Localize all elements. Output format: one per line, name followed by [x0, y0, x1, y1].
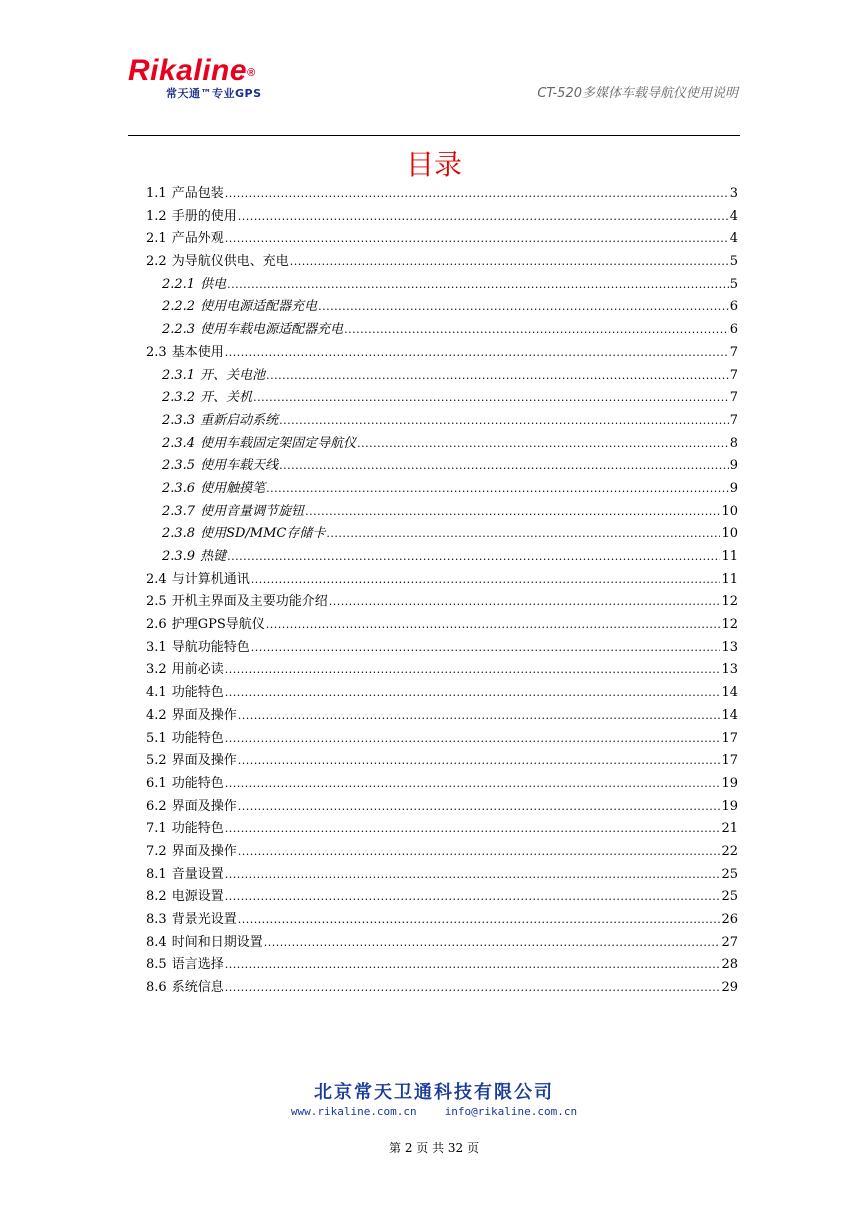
- toc-entry[interactable]: [146, 637, 738, 660]
- toc-entry[interactable]: [146, 864, 738, 887]
- toc-entry[interactable]: [146, 478, 738, 501]
- toc-leader-dots: [290, 251, 729, 274]
- toc-entry-label: 使用触摸笔: [200, 480, 266, 496]
- toc-leader-dots: [225, 228, 729, 251]
- toc-leader-dots: [253, 387, 729, 410]
- toc-entry-page: 11: [721, 549, 738, 564]
- toc-entry-page: 4: [729, 231, 738, 247]
- page-number: 第 2 页 共 32 页: [389, 1141, 479, 1155]
- toc-entry-label: 界面及操作: [171, 707, 237, 723]
- page-header: [128, 56, 740, 136]
- toc-entry-label: 界面及操作: [171, 843, 237, 859]
- toc-entry-number: 2.3.7: [162, 503, 196, 519]
- toc-entry-number: 2.2: [146, 254, 167, 270]
- toc-entry-label: 系统信息: [171, 980, 224, 996]
- toc-entry-page: 7: [729, 344, 738, 360]
- toc-entry-label: 语言选择: [171, 957, 224, 973]
- toc-entry-number: 2.2.2: [162, 299, 196, 315]
- toc-entry-number: 2.3.2: [162, 390, 196, 406]
- toc-entry-label: 用前必读: [171, 662, 224, 678]
- toc-entry-page: 4: [729, 208, 738, 224]
- toc-entry-page: 5: [729, 276, 738, 292]
- toc-entry-number: 7.2: [146, 843, 167, 859]
- toc-entry[interactable]: [146, 841, 738, 864]
- toc-entry-page: 9: [729, 458, 738, 474]
- toc-entry-number: 5.1: [146, 730, 167, 746]
- toc-entry-number: 7.1: [146, 821, 167, 837]
- toc-entry-page: 14: [721, 707, 738, 723]
- toc-entry[interactable]: [146, 659, 738, 682]
- toc-entry-label: 使用音量调节旋钮: [200, 503, 305, 519]
- toc-leader-dots: [318, 296, 729, 319]
- toc-entry-number: 2.2.1: [162, 276, 196, 292]
- toc-entry-label: 热键: [200, 549, 227, 564]
- toc-entry[interactable]: [146, 773, 738, 796]
- toc-entry-number: 8.2: [146, 889, 167, 905]
- toc-entry-page: 3: [729, 186, 738, 201]
- toc-entry-number: 2.3.5: [162, 458, 196, 474]
- toc-entry-label: 功能特色: [171, 775, 224, 791]
- toc-entry-number: 8.5: [146, 957, 167, 973]
- toc-entry-number: 1.1: [146, 186, 167, 201]
- toc-leader-dots: [264, 932, 721, 955]
- toc-entry[interactable]: [146, 932, 738, 955]
- toc-entry-label: 使用SD/MMC存储卡: [200, 526, 326, 542]
- toc-leader-dots: [251, 569, 721, 592]
- toc-entry-number: 1.2: [146, 208, 167, 224]
- toc-entry-page: 7: [729, 390, 738, 406]
- toc-entry-number: 2.5: [146, 594, 167, 610]
- header-divider: [128, 135, 740, 136]
- toc-entry-label: 开、关电池: [200, 367, 266, 383]
- toc-entry-page: 14: [721, 685, 738, 701]
- toc-entry-number: 3.2: [146, 662, 167, 678]
- toc-leader-dots: [225, 818, 721, 841]
- toc-leader-dots: [329, 591, 721, 614]
- email-link[interactable]: info@rikaline.com.cn: [444, 1105, 578, 1118]
- toc-entry-number: 2.4: [146, 571, 167, 587]
- toc-entry-number: 8.1: [146, 866, 167, 882]
- toc-entry-number: 2.3.3: [162, 412, 196, 428]
- toc-entry-label: 电源设置: [171, 889, 224, 905]
- toc-entry[interactable]: [146, 387, 738, 410]
- toc-entry-page: 7: [729, 412, 738, 428]
- toc-entry-label: 重新启动系统: [200, 412, 279, 428]
- toc-entry-number: 2.3: [146, 344, 167, 360]
- toc-entry-label: 功能特色: [171, 821, 224, 837]
- toc-leader-dots: [266, 365, 729, 388]
- contact-line: [0, 1105, 868, 1118]
- toc-entry-number: 2.3.1: [162, 367, 196, 383]
- toc-leader-dots: [279, 410, 729, 433]
- toc-entry-number: 8.4: [146, 934, 167, 950]
- logo-tagline: 常天通™专业GPS: [166, 87, 262, 100]
- toc-heading: 目录: [405, 148, 462, 181]
- toc-leader-dots: [279, 455, 729, 478]
- toc-entry-number: 6.2: [146, 798, 167, 814]
- toc-entry[interactable]: [146, 591, 738, 614]
- toc-entry-page: 22: [721, 843, 738, 859]
- toc-entry-label: 开机主界面及主要功能介绍: [171, 594, 328, 610]
- toc-entry[interactable]: [146, 319, 738, 342]
- toc-leader-dots: [238, 750, 721, 773]
- logo-wordmark: Rikaline: [128, 54, 248, 87]
- toc-entry-page: 28: [721, 957, 738, 973]
- website-link[interactable]: www.rikaline.com.cn: [290, 1105, 417, 1118]
- toc-entry-page: 26: [721, 912, 738, 927]
- toc-entry-number: 4.1: [146, 685, 167, 701]
- toc-entry[interactable]: [146, 251, 738, 274]
- toc-entry-label: 使用车载天线: [200, 458, 279, 474]
- toc-entry-number: 2.6: [146, 617, 167, 633]
- toc-entry-number: 5.2: [146, 753, 167, 769]
- toc-entry-number: 6.1: [146, 775, 167, 791]
- toc-entry[interactable]: [146, 682, 738, 705]
- toc-entry[interactable]: [146, 954, 738, 977]
- toc-entry-page: 25: [721, 866, 738, 882]
- toc-entry-page: 9: [729, 480, 738, 496]
- toc-entry-label: 护理GPS导航仪: [171, 617, 265, 633]
- toc-entry-label: 时间和日期设置: [171, 934, 263, 950]
- toc-leader-dots: [227, 274, 729, 297]
- toc-leader-dots: [326, 523, 720, 546]
- toc-leader-dots: [238, 705, 721, 728]
- toc-entry-page: 17: [721, 753, 738, 769]
- toc-leader-dots: [266, 614, 721, 637]
- toc-entry-page: 17: [721, 730, 738, 746]
- toc-entry[interactable]: [146, 728, 738, 751]
- toc-entry-page: 19: [721, 775, 738, 791]
- toc-entry-number: 2.3.9: [162, 549, 196, 564]
- toc-leader-dots: [238, 909, 721, 932]
- toc-entry[interactable]: [146, 796, 738, 819]
- toc-entry-number: 2.1: [146, 231, 167, 247]
- toc-leader-dots: [225, 773, 721, 796]
- toc-entry[interactable]: [146, 183, 738, 206]
- toc-entry[interactable]: [146, 501, 738, 524]
- toc-entry-label: 开、关机: [200, 390, 253, 406]
- toc-entry-label: 导航功能特色: [171, 639, 250, 655]
- toc-entry[interactable]: [146, 546, 738, 569]
- registered-mark: ®: [247, 67, 256, 79]
- toc-entry-label: 功能特色: [171, 685, 224, 701]
- toc-entry-page: 12: [721, 617, 738, 633]
- toc-entry-page: 29: [721, 980, 738, 996]
- toc-leader-dots: [357, 433, 729, 456]
- toc-entry-page: 25: [721, 889, 738, 905]
- toc-leader-dots: [225, 977, 721, 1000]
- toc-leader-dots: [238, 841, 721, 864]
- toc-leader-dots: [225, 954, 721, 977]
- toc-entry-label: 功能特色: [171, 730, 224, 746]
- toc-leader-dots: [225, 682, 721, 705]
- toc-entry[interactable]: [146, 228, 738, 251]
- toc-entry-page: 11: [721, 571, 738, 587]
- rikaline-logo: [128, 56, 262, 101]
- toc-entry-label: 使用车载电源适配器充电: [200, 322, 344, 338]
- toc-entry-label: 产品外观: [171, 231, 224, 247]
- toc-entry[interactable]: [146, 342, 738, 365]
- toc-entry-page: 13: [721, 639, 738, 655]
- toc-entry-label: 使用电源适配器充电: [200, 299, 318, 315]
- document-title: CT-520多媒体车载导航仪使用说明: [537, 86, 738, 101]
- toc-entry[interactable]: [146, 365, 738, 388]
- company-name: 北京常天卫通科技有限公司: [314, 1082, 554, 1103]
- toc-entry[interactable]: [146, 614, 738, 637]
- toc-entry-page: 19: [721, 798, 738, 814]
- toc-entry[interactable]: [146, 296, 738, 319]
- toc-entry-number: 8.3: [146, 912, 167, 927]
- toc-entry[interactable]: [146, 909, 738, 932]
- toc-entry-number: 3.1: [146, 639, 167, 655]
- toc-entry-label: 手册的使用: [171, 208, 237, 224]
- toc-entry-label: 产品包装: [171, 186, 224, 201]
- toc-entry-label: 供电: [200, 276, 227, 292]
- toc-leader-dots: [225, 886, 721, 909]
- toc-entry-label: 基本使用: [171, 344, 224, 360]
- toc-entry-label: 为导航仪供电、充电: [171, 254, 289, 270]
- toc-entry-label: 使用车载固定架固定导航仪: [200, 435, 357, 451]
- toc-entry[interactable]: [146, 750, 738, 773]
- toc-entry-page: 13: [721, 662, 738, 678]
- toc-entry[interactable]: [146, 523, 738, 546]
- toc-entry[interactable]: [146, 410, 738, 433]
- toc-entry-page: 8: [729, 435, 738, 451]
- toc-entry-number: 8.6: [146, 980, 167, 996]
- toc-leader-dots: [251, 637, 721, 660]
- toc-leader-dots: [225, 342, 729, 365]
- toc-entry-page: 6: [729, 322, 738, 338]
- toc-entry[interactable]: [146, 818, 738, 841]
- toc-entry-number: 2.3.4: [162, 435, 196, 451]
- toc-entry-page: 10: [721, 526, 738, 542]
- toc-leader-dots: [238, 796, 721, 819]
- toc-entry[interactable]: [146, 705, 738, 728]
- toc-entry-number: 2.3.8: [162, 526, 196, 542]
- toc-entry-page: 7: [729, 367, 738, 383]
- toc-leader-dots: [227, 546, 720, 569]
- toc-entry-page: 6: [729, 299, 738, 315]
- toc-entry-label: 界面及操作: [171, 798, 237, 814]
- toc-leader-dots: [344, 319, 729, 342]
- toc-entry-label: 音量设置: [171, 866, 224, 882]
- toc-leader-dots: [225, 183, 729, 206]
- toc-entry-number: 2.2.3: [162, 322, 196, 338]
- toc-entry-page: 5: [729, 254, 738, 270]
- toc-entry-label: 界面及操作: [171, 753, 237, 769]
- toc-leader-dots: [225, 728, 721, 751]
- toc-leader-dots: [225, 659, 721, 682]
- toc-leader-dots: [238, 206, 729, 229]
- toc-entry-page: 21: [721, 821, 738, 837]
- toc-entry[interactable]: [146, 433, 738, 456]
- toc-entry[interactable]: [146, 274, 738, 297]
- toc-leader-dots: [225, 864, 721, 887]
- toc-entry[interactable]: [146, 455, 738, 478]
- toc-entry-page: 12: [721, 594, 738, 610]
- toc-entry-page: 27: [721, 934, 738, 950]
- toc-leader-dots: [305, 501, 720, 524]
- toc-entry-label: 背景光设置: [171, 912, 237, 927]
- toc-entry-page: 10: [721, 503, 738, 519]
- toc-entry-label: 与计算机通讯: [171, 571, 250, 587]
- toc-entry[interactable]: [146, 206, 738, 229]
- table-of-contents: [146, 183, 738, 1000]
- toc-entry[interactable]: [146, 569, 738, 592]
- toc-entry[interactable]: [146, 886, 738, 909]
- toc-entry-number: 4.2: [146, 707, 167, 723]
- toc-entry[interactable]: [146, 977, 738, 1000]
- toc-leader-dots: [266, 478, 729, 501]
- toc-entry-number: 2.3.6: [162, 480, 196, 496]
